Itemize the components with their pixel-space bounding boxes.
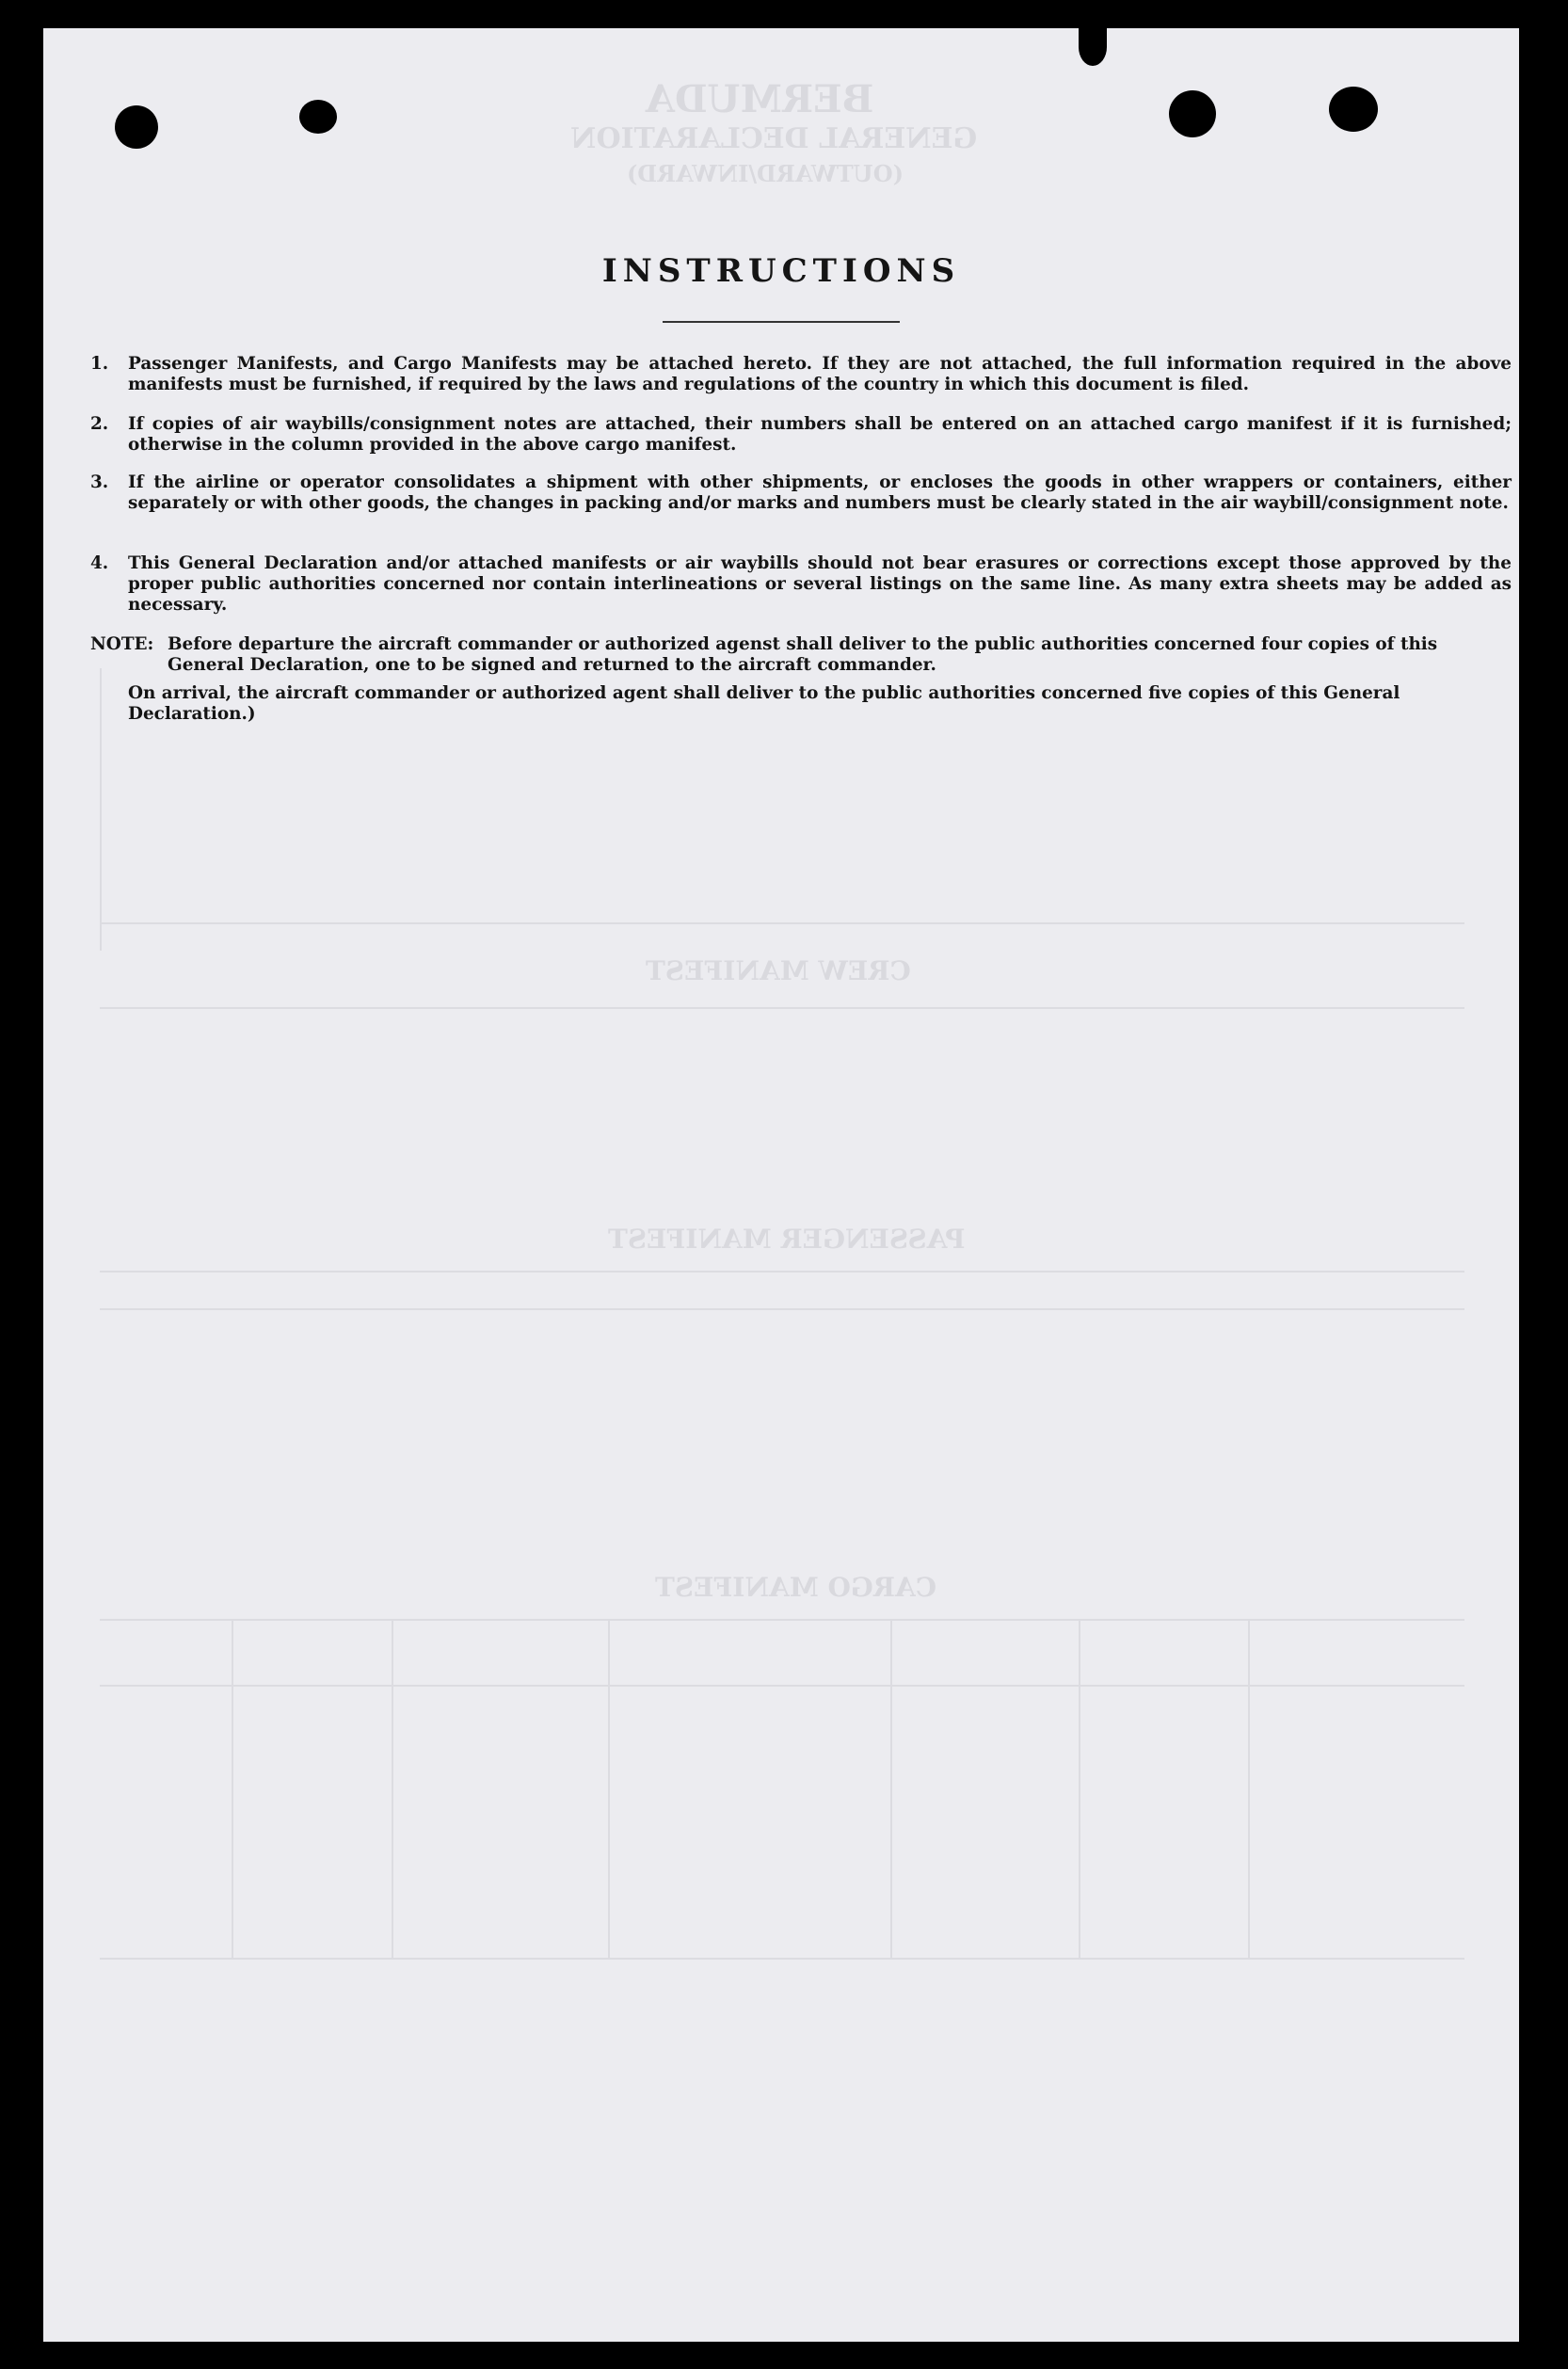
punch-hole xyxy=(1079,28,1107,66)
note-departure-text: Before departure the aircraft commander or authorized agenst shall deliver to the public authorities concerned four copies of this General Declaration, one to be signed and returned to the aircraft commander. xyxy=(168,634,1438,675)
punch-hole xyxy=(1169,90,1216,137)
instruction-item-3 xyxy=(90,472,1512,536)
note-label: NOTE: xyxy=(90,634,154,654)
instruction-number: 1. xyxy=(90,354,109,374)
page-title: INSTRUCTIONS xyxy=(601,252,961,290)
punch-hole xyxy=(115,105,158,149)
instruction-item-1 xyxy=(90,354,1512,397)
document-page: BERMUDA GENERAL DECLARATION (OUTWARD/INWARD) CREW MANIFEST PASSENGER MANIFEST CARGO MANIFEST INSTRUCTIONS 1. Passenger Manifests, and Cargo Manifests may be attached hereto. If they are not attached, the full information required in the above manifests must be furnished, if required by the laws and regulations of the country in which this document is filed. 2. If copies of air waybills/consignment notes are attached, their numbers shall be entered on an attached cargo manifest if it is furnished; otherwise in the column provided in the above cargo manifest. 3. If the airline or operator consolidates a shipment with other shipments, or encloses the goods in other wrappers or containers, either separately or with other goods, the changes in packing and/or marks and numbers must be clearly stated in the air waybill/consignment note. 4. This General Declaration and/or attached manifests or air waybills should not bear erasures or corrections except those approved by the proper public authorities concerned nor contain interlineations or several listings on the same line. As many extra sheets may be added as necessary. NOTE: Before departure the aircraft commander or authorized agenst shall deliver to the public authorities concerned four copies of this General Declaration, one to be signed and returned to the aircraft commander. On arrival, the aircraft commander or authorized agent shall deliver to the public authorities concerned five copies of this General Declaration.) xyxy=(43,28,1519,2342)
note-arrival-text: On arrival, the aircraft commander or authorized agent shall deliver to the public authorities concerned five copies of this General Declaration.) xyxy=(128,683,1400,724)
instruction-item-2 xyxy=(90,414,1512,457)
punch-hole xyxy=(1329,87,1378,132)
instruction-text: If the airline or operator consolidates a shipment with other shipments, or encloses the goods in other wrappers or containers, either separately or with other goods, the changes in packing and/or marks and numbers must be clearly stated in the air waybill/consignment note. xyxy=(128,472,1512,513)
punch-hole xyxy=(299,100,337,134)
note-block xyxy=(90,634,1512,728)
instruction-text: If copies of air waybills/consignment notes are attached, their numbers shall be entered on an attached cargo manifest if it is furnished; otherwise in the column provided in the above cargo manifest. xyxy=(128,414,1512,455)
instruction-text: Passenger Manifests, and Cargo Manifests may be attached hereto. If they are not attached, the full information required in the above manifests must be furnished, if required by the laws and regulations of the country in which this document is filed. xyxy=(128,354,1512,394)
title-underline xyxy=(663,321,900,323)
instruction-text: This General Declaration and/or attached manifests or air waybills should not bear erasures or corrections except those approved by the proper public authorities concerned nor contain interlineations or several listings on the same line. As many extra sheets may be added as necessary. xyxy=(128,553,1512,615)
instruction-number: 2. xyxy=(90,414,109,434)
instruction-number: 3. xyxy=(90,472,109,492)
instruction-item-4 xyxy=(90,553,1512,617)
instruction-number: 4. xyxy=(90,553,109,573)
